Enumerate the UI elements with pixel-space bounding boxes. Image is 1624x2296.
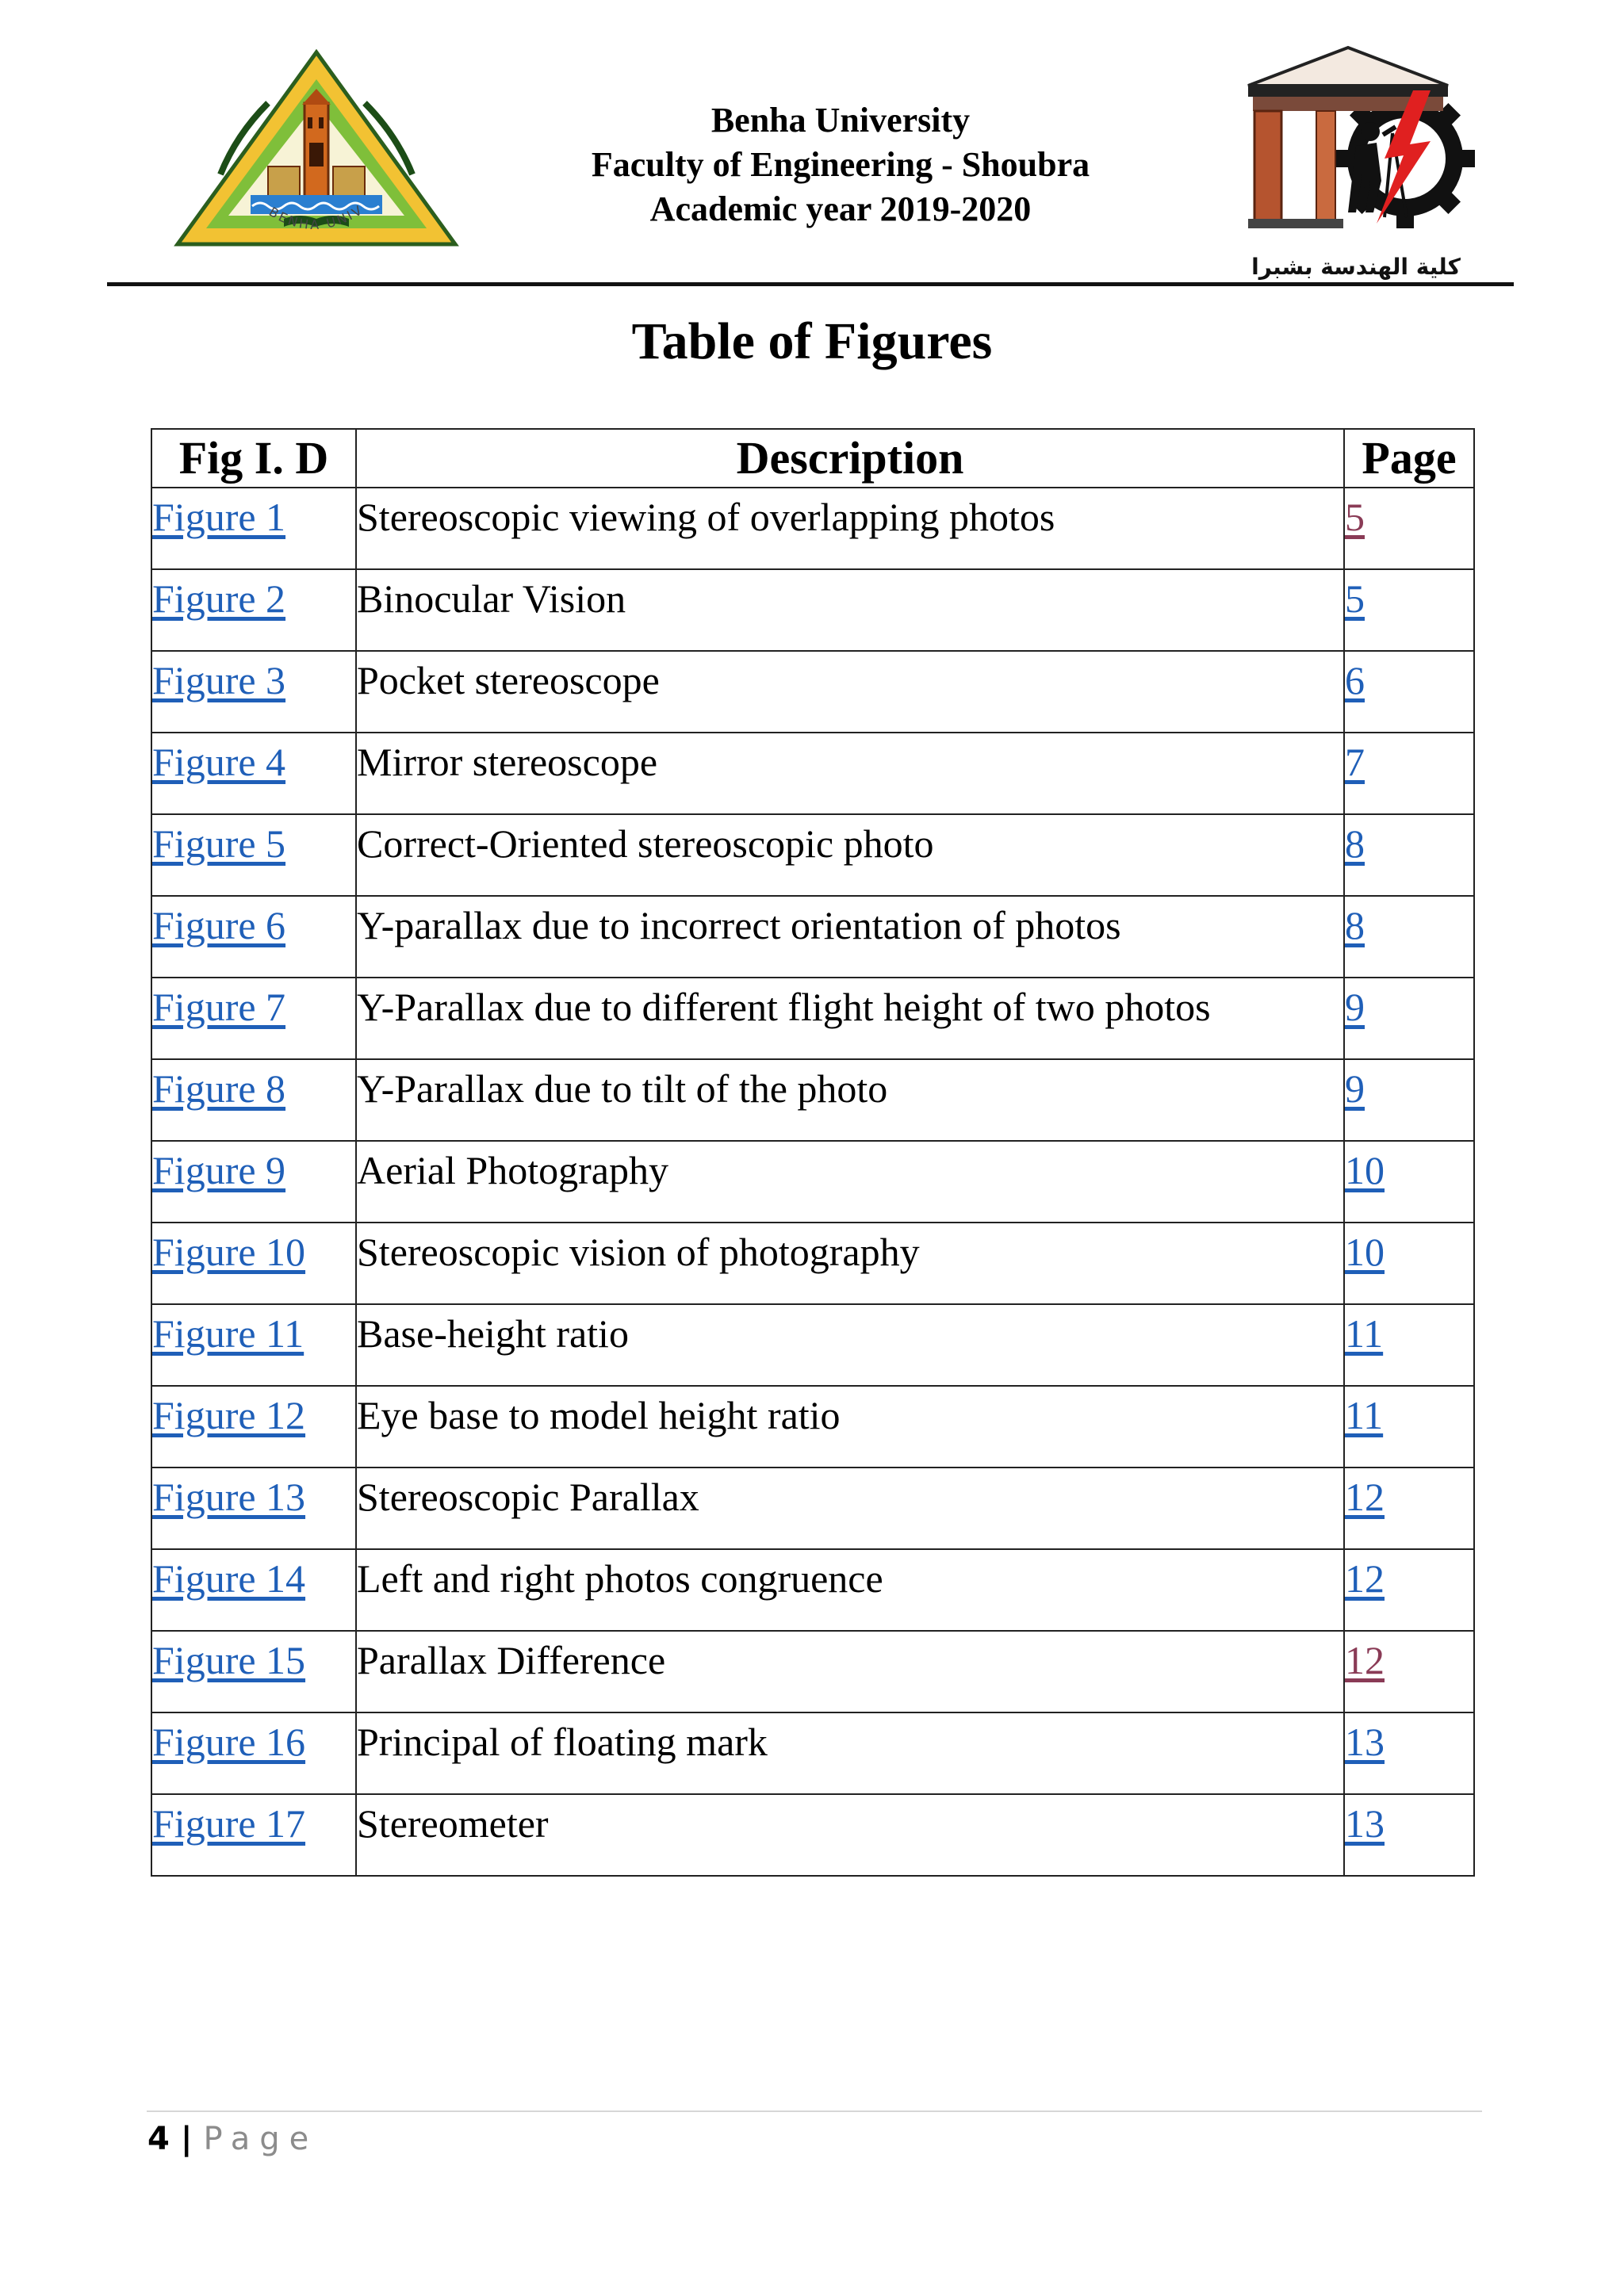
fig-cell — [151, 1223, 356, 1304]
page-footer — [147, 2115, 318, 2163]
fig-cell — [151, 488, 356, 569]
page-link[interactable]: 5 — [1345, 495, 1365, 539]
fig-cell — [151, 1386, 356, 1468]
description-cell: Y-Parallax due to different flight height of two photos — [356, 978, 1344, 1059]
figure-link[interactable]: Figure 15 — [152, 1638, 306, 1682]
figure-link[interactable]: Figure 14 — [152, 1556, 306, 1601]
page-cell — [1344, 733, 1474, 814]
table-row — [151, 1304, 1474, 1386]
fig-cell — [151, 896, 356, 978]
page-cell — [1344, 1549, 1474, 1631]
figure-link[interactable]: Figure 8 — [152, 1066, 286, 1111]
figure-link[interactable]: Figure 12 — [152, 1393, 306, 1437]
description-cell: Stereoscopic Parallax — [356, 1468, 1344, 1549]
logo-arabic-text: كلية الهندسة بشبرا — [1251, 254, 1461, 280]
fig-cell — [151, 1794, 356, 1876]
page-cell — [1344, 1712, 1474, 1794]
figure-link[interactable]: Figure 5 — [152, 821, 286, 866]
page-link[interactable]: 11 — [1345, 1311, 1384, 1356]
page-link[interactable]: 13 — [1345, 1801, 1385, 1846]
column-header-description: Description — [356, 429, 1344, 488]
page-cell — [1344, 1468, 1474, 1549]
description-cell: Binocular Vision — [356, 569, 1344, 651]
fig-cell — [151, 1059, 356, 1141]
figure-link[interactable]: Figure 11 — [152, 1311, 304, 1356]
table-row — [151, 733, 1474, 814]
fig-cell — [151, 1141, 356, 1223]
page-cell — [1344, 1223, 1474, 1304]
page-cell — [1344, 651, 1474, 733]
page-link[interactable]: 6 — [1345, 658, 1365, 702]
description-cell: Y-Parallax due to tilt of the photo — [356, 1059, 1344, 1141]
table-body — [151, 488, 1474, 1876]
description-cell: Base-height ratio — [356, 1304, 1344, 1386]
figure-link[interactable]: Figure 10 — [152, 1230, 306, 1274]
page-link[interactable]: 12 — [1345, 1556, 1385, 1601]
page-cell — [1344, 1304, 1474, 1386]
university-name: Benha University — [710, 101, 971, 140]
academic-year: Academic year 2019-2020 — [649, 189, 1032, 228]
page-link[interactable]: 13 — [1345, 1720, 1385, 1764]
fig-cell — [151, 1468, 356, 1549]
table-row — [151, 651, 1474, 733]
header-block — [444, 98, 1237, 232]
figure-link[interactable]: Figure 4 — [152, 740, 286, 784]
page-cell — [1344, 814, 1474, 896]
page-number: 4 — [147, 2121, 170, 2157]
table-row — [151, 896, 1474, 978]
table-row — [151, 1141, 1474, 1223]
fig-cell — [151, 1712, 356, 1794]
page-cell — [1344, 1059, 1474, 1141]
page-cell — [1344, 1141, 1474, 1223]
figure-link[interactable]: Figure 17 — [152, 1801, 306, 1846]
page-link[interactable]: 10 — [1345, 1230, 1385, 1274]
figures-table — [151, 428, 1475, 1877]
fig-cell — [151, 733, 356, 814]
table-row — [151, 1386, 1474, 1468]
footer-divider — [147, 2110, 1482, 2112]
footer-separator: | — [180, 2121, 193, 2157]
page-cell — [1344, 569, 1474, 651]
figure-link[interactable]: Figure 7 — [152, 985, 286, 1029]
description-cell: Aerial Photography — [356, 1141, 1344, 1223]
table-row — [151, 1059, 1474, 1141]
faculty-name: Faculty of Engineering - Shoubra — [591, 145, 1090, 184]
page-cell — [1344, 896, 1474, 978]
description-cell: Pocket stereoscope — [356, 651, 1344, 733]
description-cell: Correct-Oriented stereoscopic photo — [356, 814, 1344, 896]
table-row — [151, 488, 1474, 569]
figure-link[interactable]: Figure 1 — [152, 495, 286, 539]
description-cell: Y-parallax due to incorrect orientation of photos — [356, 896, 1344, 978]
figure-link[interactable]: Figure 9 — [152, 1148, 286, 1192]
header-divider — [107, 282, 1514, 286]
page-link[interactable]: 5 — [1345, 576, 1365, 621]
fig-cell — [151, 1631, 356, 1712]
page-link[interactable]: 9 — [1345, 1066, 1365, 1111]
page-cell — [1344, 488, 1474, 569]
description-cell: Principal of floating mark — [356, 1712, 1344, 1794]
table-row — [151, 569, 1474, 651]
description-cell: Left and right photos congruence — [356, 1549, 1344, 1631]
benha-university-logo-icon — [173, 48, 460, 255]
page-cell — [1344, 1631, 1474, 1712]
page-link[interactable]: 12 — [1345, 1475, 1385, 1519]
figure-link[interactable]: Figure 16 — [152, 1720, 306, 1764]
table-row — [151, 1223, 1474, 1304]
table-row — [151, 1549, 1474, 1631]
description-cell: Parallax Difference — [356, 1631, 1344, 1712]
figure-link[interactable]: Figure 6 — [152, 903, 286, 947]
fig-cell — [151, 814, 356, 896]
page-link[interactable]: 8 — [1345, 903, 1365, 947]
description-cell: Stereoscopic viewing of overlapping photos — [356, 488, 1344, 569]
page-cell — [1344, 978, 1474, 1059]
fig-cell — [151, 1304, 356, 1386]
page-link[interactable]: 9 — [1345, 985, 1365, 1029]
description-cell: Eye base to model height ratio — [356, 1386, 1344, 1468]
table-row — [151, 1468, 1474, 1549]
fig-cell — [151, 569, 356, 651]
table-row — [151, 1712, 1474, 1794]
figure-link[interactable]: Figure 3 — [152, 658, 286, 702]
page-link[interactable]: 12 — [1345, 1638, 1385, 1682]
table-header-row — [151, 429, 1474, 488]
page-title: Table of Figures — [631, 312, 993, 370]
page-link[interactable]: 7 — [1345, 740, 1365, 784]
fig-cell — [151, 978, 356, 1059]
column-header-fig: Fig I. D — [151, 429, 356, 488]
faculty-engineering-shoubra-logo-icon — [1237, 40, 1483, 285]
table-row — [151, 814, 1474, 896]
fig-cell — [151, 1549, 356, 1631]
page-cell — [1344, 1794, 1474, 1876]
description-cell: Mirror stereoscope — [356, 733, 1344, 814]
description-cell: Stereometer — [356, 1794, 1344, 1876]
table-row — [151, 1794, 1474, 1876]
figure-link[interactable]: Figure 2 — [152, 576, 286, 621]
description-cell: Stereoscopic vision of photography — [356, 1223, 1344, 1304]
fig-cell — [151, 651, 356, 733]
logo-text: BENHA UNIV — [266, 201, 367, 232]
page-link[interactable]: 11 — [1345, 1393, 1384, 1437]
figure-link[interactable]: Figure 13 — [152, 1475, 306, 1519]
page-cell — [1344, 1386, 1474, 1468]
page-label: Page — [203, 2121, 319, 2157]
page-link[interactable]: 10 — [1345, 1148, 1385, 1192]
table-row — [151, 1631, 1474, 1712]
page-link[interactable]: 8 — [1345, 821, 1365, 866]
table-row — [151, 978, 1474, 1059]
column-header-page: Page — [1344, 429, 1474, 488]
